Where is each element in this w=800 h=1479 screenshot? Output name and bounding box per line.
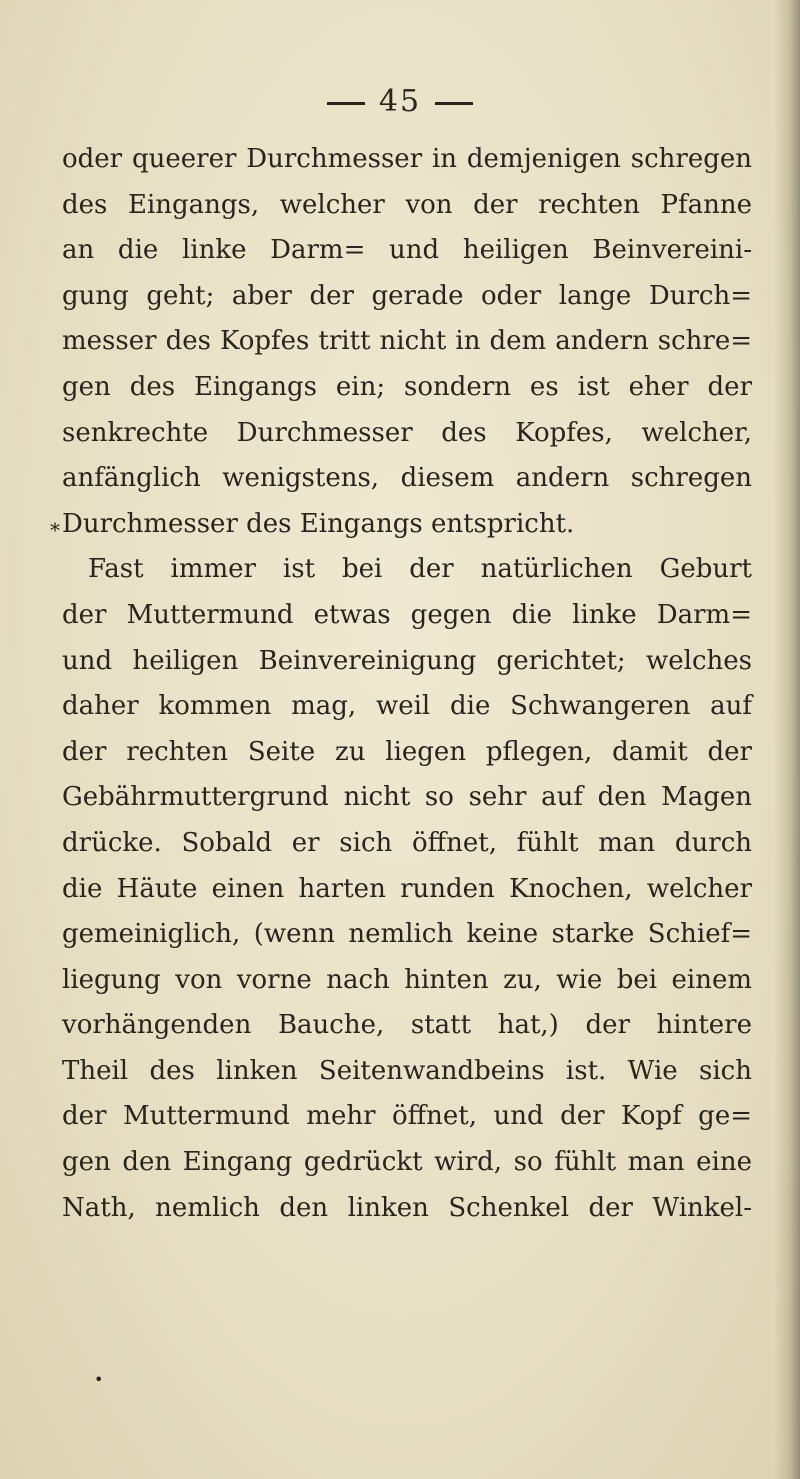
text-line: an die linke Darm= und heiligen Beinvereini- — [62, 235, 752, 266]
text-line: vorhängenden Bauche, statt hat,) der hintere — [62, 1010, 752, 1041]
text-line: gung geht; aber der gerade oder lange Durch= — [62, 280, 752, 311]
text-line: Theil des linken Seitenwandbeins ist. Wie sich — [62, 1055, 752, 1086]
text-line: und heiligen Beinvereinigung gerichtet; welches — [62, 645, 752, 676]
text-line: daher kommen mag, weil die Schwangeren auf — [62, 691, 752, 722]
text-line: Fast immer ist bei der natürlichen Geburt — [88, 554, 752, 585]
text-line: liegung von vorne nach hinten zu, wie bei einem — [62, 964, 752, 995]
text-line: des Eingangs, welcher von der rechten Pfanne — [62, 189, 752, 220]
header-dash-right — [435, 102, 473, 105]
text-line: die Häute einen harten runden Knochen, welcher — [62, 873, 752, 904]
text-line: Durchmesser des Eingangs entspricht. — [62, 508, 575, 539]
text-line: der Muttermund mehr öffnet, und der Kopf ge= — [62, 1101, 752, 1132]
text-line: gemeiniglich, (wenn nemlich keine starke Schief= — [62, 919, 752, 950]
page-number: 45 — [378, 84, 422, 119]
margin-mark: • — [94, 1370, 104, 1389]
text-line: Gebährmuttergrund nicht so sehr auf den Magen — [62, 782, 752, 813]
page-edge-shadow — [774, 0, 800, 1479]
header-dash-left — [327, 102, 365, 105]
text-line: Nath, nemlich den linken Schenkel der Winkel- — [62, 1192, 752, 1223]
body-text — [62, 137, 752, 1231]
text-line: gen des Eingangs ein; sondern es ist eher der — [62, 371, 752, 402]
text-line: der rechten Seite zu liegen pflegen, damit der — [62, 736, 752, 767]
page-header — [0, 84, 800, 119]
text-line: senkrechte Durchmesser des Kopfes, welcher, — [62, 417, 752, 448]
text-line: oder queerer Durchmesser in demjenigen schregen — [62, 144, 752, 174]
margin-mark: * — [50, 518, 60, 542]
text-line: gen den Eingang gedrückt wird, so fühlt man eine — [62, 1147, 752, 1178]
text-line: messer des Kopfes tritt nicht in dem andern schre= — [62, 326, 752, 357]
text-line: drücke. Sobald er sich öffnet, fühlt man durch — [62, 827, 752, 858]
text-line: der Muttermund etwas gegen die linke Darm= — [62, 599, 752, 630]
text-line: anfänglich wenigstens, diesem andern schregen — [62, 463, 752, 494]
